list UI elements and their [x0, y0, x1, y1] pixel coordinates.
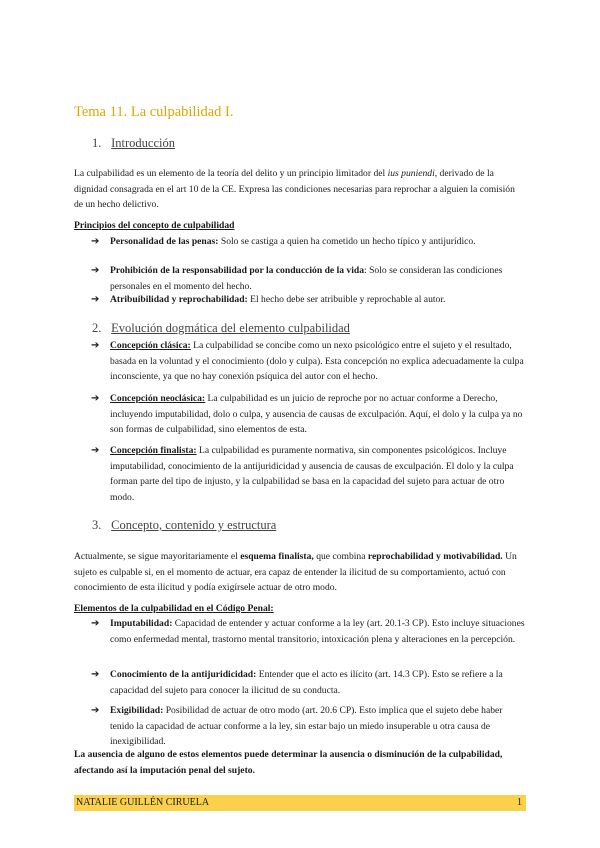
paragraph-text: Un sujeto es culpable si, en el momento de actuar, era capaz de entender la ilicitud de su comportamiento, actuó con conocimiento de esta ilicitud y podía exigírsele actuar de otro modo. — [74, 551, 517, 593]
intro-paragraph — [74, 166, 526, 213]
section-heading-introduccion — [92, 136, 175, 151]
bold-term: reprochabilidad y motivabilidad. — [367, 551, 503, 562]
arrow-icon: ➔ — [91, 445, 100, 456]
item-text: Entender que el acto es ilícito (art. 14.3 CP). Esto se refiere a la capacidad del sujeto para conocer la ilicitud de su conducta. — [110, 669, 503, 696]
item-label: Concepción clásica: — [110, 340, 191, 351]
item-label: Imputabilidad: — [110, 618, 173, 629]
item-text: Solo se castiga a quien ha cometido un hecho típico y antijurídico. — [218, 236, 476, 247]
paragraph-text: Actualmente, se sigue mayoritariamente el — [74, 551, 241, 562]
item-text: La culpabilidad es un juicio de reproche por no actuar conforme a Derecho, incluyendo imputabilidad, dolo o culpa, y ausencia de causas de exculpación. Aquí, el dolo y la culpa ya no son formas de culpabilidad, sino elementos de esta. — [110, 393, 523, 435]
section-number: 2. — [92, 321, 102, 335]
list-item — [91, 616, 527, 647]
paragraph-text: que combina — [313, 551, 368, 562]
intro-italic-term: ius puniendi — [387, 168, 435, 179]
intro-text-cont: , derivado de la dignidad consagrada en el art 10 de la CE. Expresa las condiciones necesarias para reprochar a alguien la comisión de un hecho delictivo. — [74, 168, 515, 210]
item-text: : Solo se consideran las condiciones personales en el momento del hecho. — [110, 265, 503, 292]
arrow-icon: ➔ — [91, 393, 100, 404]
list-item — [91, 338, 527, 385]
section-title: Introducción — [111, 136, 175, 150]
page-number: 1 — [517, 797, 522, 808]
item-label: Conocimiento de la antijuridicidad: — [110, 669, 257, 680]
item-text: Posibilidad de actuar de otro modo (art. 20.6 CP). Esto implica que el sujeto debe haber tenido la capacidad de actuar conforme a la ley, sin estar bajo un miedo insuperable u otra causa de inexigibilidad. — [110, 705, 503, 747]
item-text: Capacidad de entender y actuar conforme a la ley (art. 20.1-3 CP). Esto incluye situaciones como enfermedad mental, trastorno mental transitorio, intoxicación plena y alteraciones en la percepción. — [110, 618, 525, 645]
section-heading-concepto — [92, 518, 276, 533]
item-text: El hecho debe ser atribuible y reprochable al autor. — [247, 294, 446, 305]
bold-term: esquema finalista, — [240, 551, 314, 562]
arrow-icon: ➔ — [91, 340, 100, 351]
item-label: Concepción finalista: — [110, 445, 197, 456]
intro-text: La culpabilidad es un elemento de la teoría del delito y un principio limitador del — [74, 168, 388, 179]
item-text: La culpabilidad es puramente normativa, sin componentes psicológicos. Incluye imputabilidad, conocimiento de la antijuridicidad y ausencia de causas de exculpación. El dolo y la culpa forman parte del tipo de injusto, y la culpabilidad se basa en la capacidad del sujeto para actuar de otro modo. — [110, 445, 514, 503]
principios-heading: Principios del concepto de culpabilidad — [74, 220, 235, 231]
item-label: Concepción neoclásica: — [110, 393, 206, 404]
list-item — [91, 667, 527, 698]
conclusion-paragraph: La ausencia de alguno de estos elementos puede determinar la ausencia o disminución de la culpabilidad, afectando así la imputación penal del sujeto. — [74, 749, 503, 776]
arrow-icon: ➔ — [91, 294, 100, 305]
footer-author: NATALIE GUILLÉN CIRUELA — [76, 797, 210, 808]
list-item — [91, 234, 527, 250]
section-title: Concepto, contenido y estructura — [111, 518, 277, 532]
item-label: Exigibilidad: — [110, 705, 164, 716]
arrow-icon: ➔ — [91, 265, 100, 276]
section-number: 1. — [92, 136, 102, 150]
arrow-icon: ➔ — [91, 236, 100, 247]
list-item — [91, 292, 527, 308]
arrow-icon: ➔ — [91, 705, 100, 716]
section-heading-evolucion — [92, 321, 350, 336]
concepto-paragraph — [74, 549, 526, 596]
section-number: 3. — [92, 518, 102, 532]
elementos-heading: Elementos de la culpabilidad en el Código Penal: — [74, 603, 274, 614]
arrow-icon: ➔ — [91, 618, 100, 629]
document-title: Tema 11. La culpabilidad I. — [74, 104, 234, 120]
section-title: Evolución dogmática del elemento culpabilidad — [111, 321, 350, 335]
item-label: Atribuibilidad y reprochabilidad: — [110, 294, 248, 305]
item-label: Personalidad de las penas: — [110, 236, 219, 247]
list-item — [91, 263, 527, 294]
page-footer — [74, 795, 526, 811]
item-text: La culpabilidad se concibe como un nexo psicológico entre el sujeto y el resultado, basada en la voluntad y el conocimiento (dolo y culpa). Esta concepción no explica adecuadamente la culpa inconsciente, ya que no hay conexión psíquica del autor con el hecho. — [110, 340, 524, 382]
item-label: Prohibición de la responsabilidad por la conducción de la vida — [110, 265, 365, 276]
list-item — [91, 703, 527, 750]
arrow-icon: ➔ — [91, 669, 100, 680]
list-item — [91, 443, 527, 505]
list-item — [91, 391, 527, 438]
